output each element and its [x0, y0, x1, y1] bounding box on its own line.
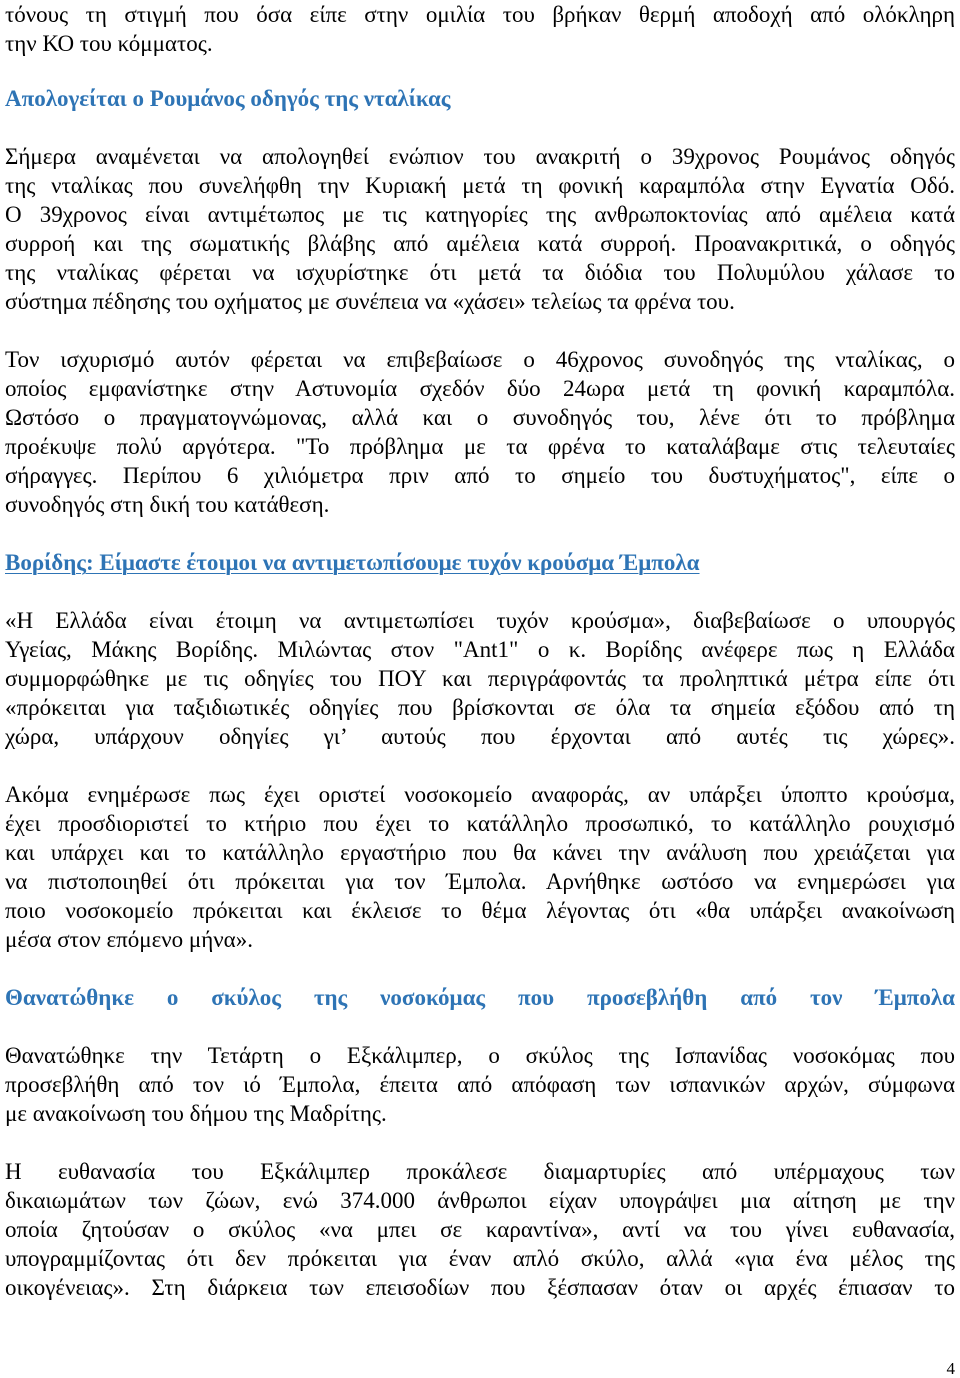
text-line: με ανακοίνωση του δήμου της Μαδρίτης. — [5, 1101, 387, 1126]
text-line: Τον ισχυρισμό αυτόν φέρεται να επιβεβαίωσε ο 46χρονος συνοδηγός της νταλίκας, ο — [5, 347, 955, 372]
text-line: δικαιωμάτων των ζώων, ενώ 374.000 άνθρωποι είχαν υπογράψει μια αίτηση με την — [5, 1188, 955, 1213]
text-line: της νταλίκας φέρεται να ισχυρίστηκε ότι μετά τα διόδια του Πολυμύλου χάλασε το — [5, 260, 955, 285]
text-line: «Η Ελλάδα είναι έτοιμη να αντιμετωπίσει τυχόν κρούσμα», διαβεβαίωσε ο υπουργός — [5, 608, 955, 633]
document-page — [5, 0, 955, 1331]
paragraph — [5, 606, 955, 751]
text-line: την ΚΟ του κόμματος. — [5, 31, 213, 56]
text-line: να πιστοποιηθεί ότι πρόκειται για τον Έμπολα. Αρνήθηκε ωστόσο να ενημερώσει για — [5, 869, 955, 894]
section-heading: Απολογείται ο Ρουμάνος οδηγός της νταλίκας — [5, 86, 451, 111]
text-line: συρροή και της σωματικής βλάβης από αμέλεια κατά συρροή. Προανακριτικά, ο οδηγός — [5, 231, 955, 256]
text-line: συνοδηγός στη δική του κατάθεση. — [5, 492, 330, 517]
text-line: τόνους τη στιγμή που όσα είπε στην ομιλία του βρήκαν θερμή αποδοχή από ολόκληρη — [5, 2, 955, 27]
text-line: Η ευθανασία του Εξκάλιμπερ προκάλεσε διαμαρτυρίες από υπέρμαχους των — [5, 1159, 955, 1184]
text-line: υπογραμμίζοντας ότι δεν πρόκειται για έναν απλό σκύλο, αλλά «για ένα μέλος της — [5, 1246, 955, 1271]
text-line: ποιο νοσοκομείο πρόκειται και έκλεισε το θέμα λέγοντας ότι «θα υπάρξει ανακοίνωση — [5, 898, 955, 923]
text-line: Ο 39χρονος είναι αντιμέτωπος με τις κατηγορίες της ανθρωποκτονίας από αμέλεια κατά — [5, 202, 955, 227]
text-line: συμμορφώθηκε με τις οδηγίες του ΠΟΥ και περιγράφοντάς τα προληπτικά μέτρα είπε ότι — [5, 666, 955, 691]
section-romanian-driver — [5, 84, 955, 519]
text-line: «πρόκειται για ταξιδιωτικές οδηγίες που βρίσκονται σε όλα τα σημεία εξόδου από τη — [5, 695, 955, 720]
text-line: οποίος εμφανίστηκε στην Αστυνομία σχεδόν δύο 24ωρα μετά τη φονική καραμπόλα. — [5, 376, 955, 401]
paragraph — [5, 345, 955, 519]
text-line: Ακόμα ενημέρωσε πως έχει οριστεί νοσοκομείο αναφοράς, αν υπάρξει ύποπτο κρούσμα, — [5, 782, 955, 807]
text-line: οικογένειας». Στη διάρκεια των επεισοδίων που ξέσπασαν όταν οι αρχές έπιασαν το — [5, 1275, 955, 1300]
text-line: έχει προσδιοριστεί το κτήριο που έχει το κατάλληλο προσωπικό, το κατάλληλο ρουχισμό — [5, 811, 955, 836]
text-line: και υπάρχει και το κατάλληλο εργαστήριο που θα κάνει την ανάλυση που χρειάζεται για — [5, 840, 955, 865]
text-line: μέσα στον επόμενο μήνα». — [5, 927, 253, 952]
text-line: χώρα, υπάρχουν οδηγίες γι’ αυτούς που έρχονται από αυτές τις χώρες». — [5, 724, 955, 749]
paragraph — [5, 142, 955, 316]
section-voridis-ebola — [5, 548, 955, 954]
text-line: Ωστόσο ο πραγματογνώμονας, αλλά και ο συνοδηγός του, λένε ότι το πρόβλημα — [5, 405, 955, 430]
text-line: προσεβλήθη από τον ιό Έμπολα, έπειτα από απόφαση των ισπανικών αρχών, σύμφωνα — [5, 1072, 955, 1097]
paragraph — [5, 780, 955, 954]
text-line: σήραγγες. Περίπου 6 χιλιόμετρα πριν από το σημείο του δυστυχήματος", είπε ο — [5, 463, 955, 488]
text-line: οποία ζητούσαν ο σκύλος «να μπει σε καραντίνα», αντί να του γίνει ευθανασία, — [5, 1217, 955, 1242]
text-line: Υγείας, Μάκης Βορίδης. Μιλώντας στον "Ant1" ο κ. Βορίδης ανέφερε πως η Ελλάδα — [5, 637, 955, 662]
text-line: Σήμερα αναμένεται να απολογηθεί ενώπιον του ανακριτή ο 39χρονος Ρουμάνος οδηγός — [5, 144, 955, 169]
paragraph — [5, 1157, 955, 1302]
text-line: Θανατώθηκε την Τετάρτη ο Εξκάλιμπερ, ο σκύλος της Ισπανίδας νοσοκόμας που — [5, 1043, 955, 1068]
continued-paragraph — [5, 0, 955, 58]
section-heading: Βορίδης: Είμαστε έτοιμοι να αντιμετωπίσουμε τυχόν κρούσμα Έμπολα — [5, 550, 700, 575]
page-number: 4 — [946, 1359, 955, 1378]
text-line: σύστημα πέδησης του οχήματος με συνέπεια να «χάσει» τελείως τα φρένα του. — [5, 289, 735, 314]
section-nurse-dog — [5, 983, 955, 1302]
text-line: προέκυψε πολύ αργότερα. "Το πρόβλημα με τα φρένα το καταλάβαμε στις τελευταίες — [5, 434, 955, 459]
section-heading: Θανατώθηκε ο σκύλος της νοσοκόμας που προσεβλήθη από τον Έμπολα — [5, 985, 955, 1010]
text-line: της νταλίκας που συνελήφθη την Κυριακή μετά τη φονική καραμπόλα στην Εγνατία Οδό. — [5, 173, 955, 198]
paragraph — [5, 1041, 955, 1128]
